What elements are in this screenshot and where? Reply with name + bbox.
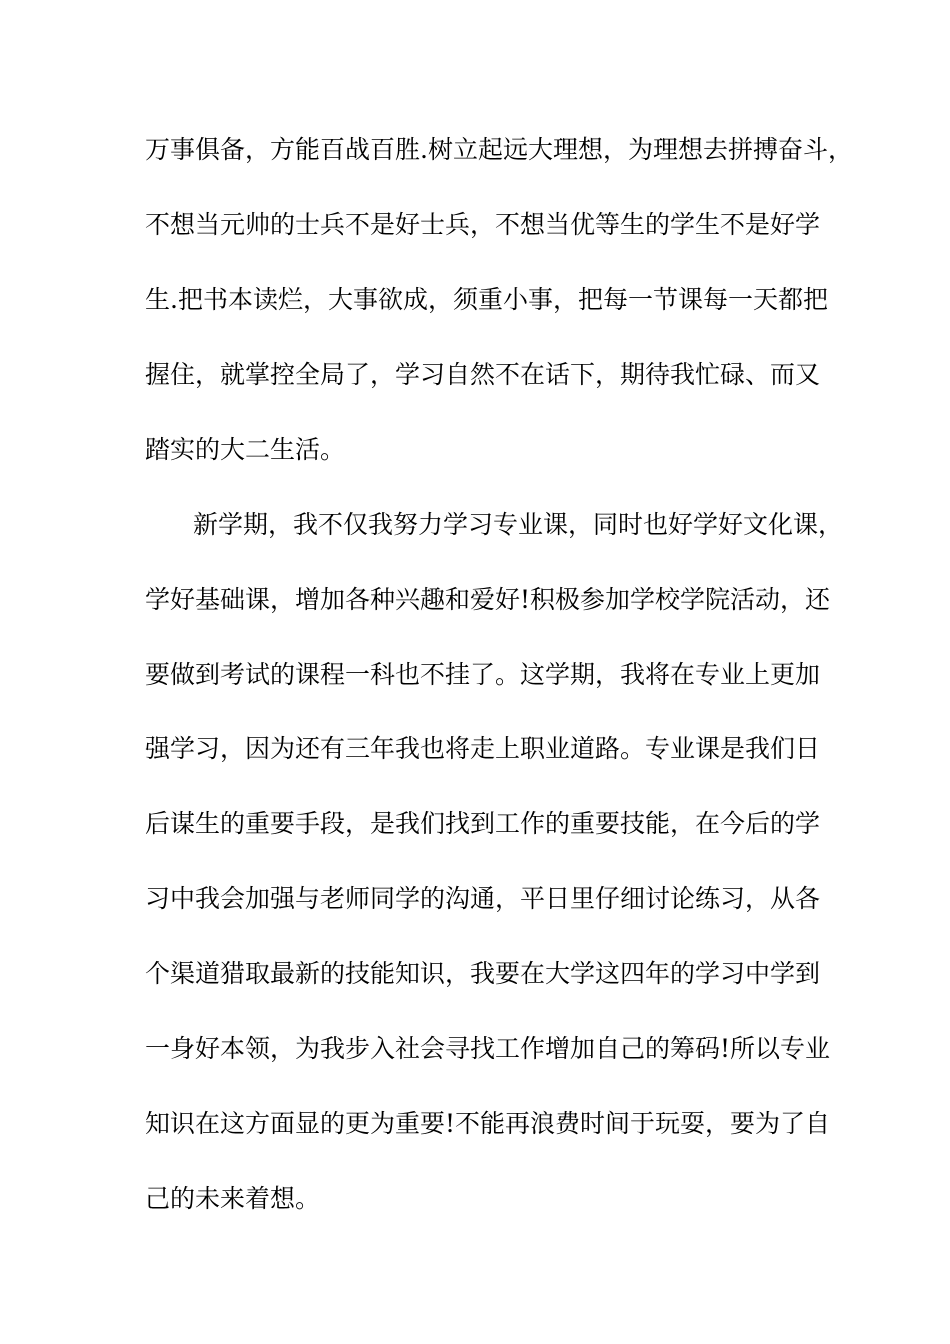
paragraph-line: 后谋生的重要手段，是我们找到工作的重要技能，在今后的学 xyxy=(145,809,821,838)
paragraph-line: 强学习，因为还有三年我也将走上职业道路。专业课是我们日 xyxy=(145,734,821,763)
paragraph-line: 知识在这方面显的更为重要!不能再浪费时间于玩耍，要为了自 xyxy=(145,1109,831,1138)
paragraph-line: 生.把书本读烂，大事欲成，须重小事，把每一节课每一天都把 xyxy=(145,285,828,314)
paragraph-line: 一身好本领，为我步入社会寻找工作增加自己的筹码!所以专业 xyxy=(145,1034,831,1063)
paragraph-line: 要做到考试的课程一科也不挂了。这学期，我将在专业上更加 xyxy=(145,660,821,689)
paragraph-line: 新学期，我不仅我努力学习专业课，同时也好学好文化课， xyxy=(193,510,844,539)
paragraph-line: 万事俱备，方能百战百胜.树立起远大理想，为理想去拼搏奋斗， xyxy=(145,135,853,164)
paragraph-line: 不想当元帅的士兵不是好士兵，不想当优等生的学生不是好学 xyxy=(145,210,821,239)
paragraph-line: 习中我会加强与老师同学的沟通，平日里仔细讨论练习，从各 xyxy=(145,884,821,913)
paragraph-line: 握住，就掌控全局了，学习自然不在话下，期待我忙碌、而又 xyxy=(145,360,821,389)
paragraph-line: 己的未来着想。 xyxy=(145,1184,321,1213)
paragraph-line: 个渠道猎取最新的技能知识，我要在大学这四年的学习中学到 xyxy=(145,959,821,988)
paragraph-line: 踏实的大二生活。 xyxy=(145,435,346,464)
paragraph-line: 学好基础课，增加各种兴趣和爱好!积极参加学校学院活动，还 xyxy=(145,585,831,614)
